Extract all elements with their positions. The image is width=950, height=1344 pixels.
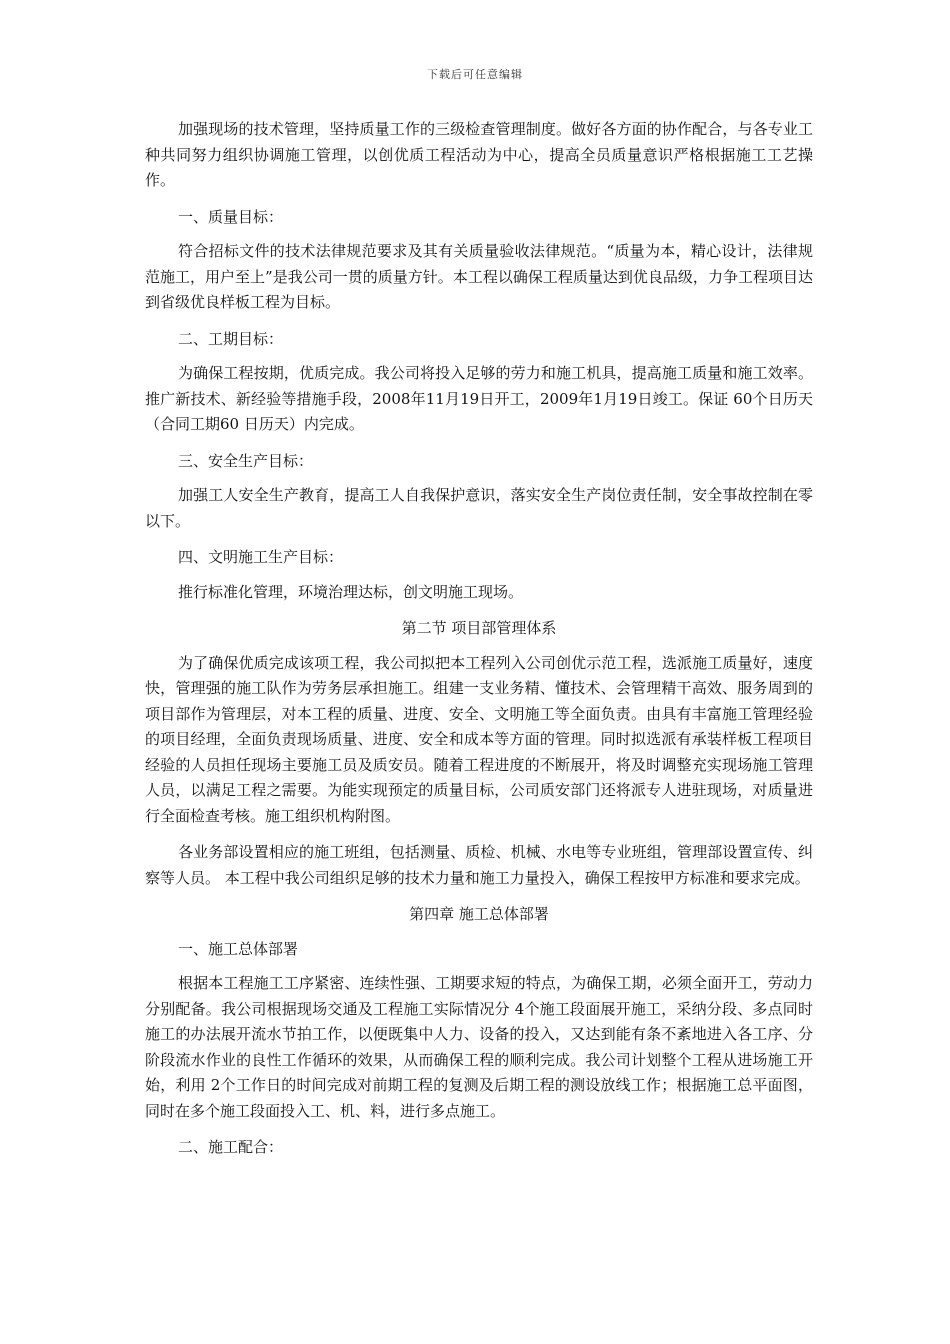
section-subheading: 三、安全生产目标： (178, 451, 314, 470)
section-subheading: 二、施工配合： (178, 1138, 284, 1156)
paragraph: 根据本工程施工工序紧密、连续性强、工期要求短的特点，为确保工期，必须全面开工，劳动力分别配备。我公司根据现场交通及工程施工实际情况分 4个施工段面展开施工，采纳分段、多点同时施工的办法展开流水节拍工作，以便既集中人力、设备的投入，又达到能有条不紊地进入各工序、分阶段流水作业的良性工作循环的效果，从而确保工程的顺利完成。我公司计划整个工程从进场施工开始，利用 2个工作日的时间完成对前期工程的复测及后期工程的测设放线工作；根据施工总平面图，同时在多个施工段面投入工、机、料，进行多点施工。 (145, 974, 813, 1120)
section-subheading: 一、施工总体部署 (178, 939, 299, 958)
paragraph: 为了确保优质完成该项工程，我公司拟把本工程列入公司创优示范工程，选派施工质量好，速度快，管理强的施工队作为劳务层承担施工。组建一支业务精、懂技术、会管理精干高效、服务周到的项目部作为管理层，对本工程的质量、进度、安全、文明施工等全面负责。由具有丰富施工管理经验的项目经理，全面负责现场质量、进度、安全和成本等方面的管理。同时拟选派有承装样板工程项目经验的人员担任现场主要施工员及质安员。随着工程进度的不断展开，将及时调整充实现场施工管理人员，以满足工程之需要。为能实现预定的质量目标，公司质安部门还将派专人进驻现场，对质量进行全面检查考核。施工组织机构附图。 (145, 653, 813, 825)
paragraph: 为确保工程按期，优质完成。我公司将投入足够的劳力和施工机具，提高施工质量和施工效率。推广新技术、新经验等措施手段，2008年11月19日开工，2009年1月19日竣工。保证 60个日历天（合同工期60 日历天）内完成。 (145, 364, 813, 433)
paragraph: 加强工人安全生产教育，提高工人自我保护意识，落实安全生产岗位责任制，安全事故控制在零以下。 (145, 486, 813, 530)
section-subheading: 一、质量目标： (178, 207, 284, 226)
paragraph: 推行标准化管理，环境治理达标，创文明施工现场。 (178, 582, 524, 601)
chapter-heading: 第四章 施工总体部署 (409, 905, 549, 923)
paragraph: 各业务部设置相应的施工班组，包括测量、质检、机械、水电等专业班组，管理部设置宣传、纠察等人员。 本工程中我公司组织足够的技术力量和施工力量投入，确保工程按甲方标准和要求完成。 (145, 843, 813, 887)
section-heading: 第二节 项目部管理体系 (401, 619, 557, 637)
page-header: 下载后可任意编辑 (427, 68, 523, 81)
paragraph: 加强现场的技术管理，坚持质量工作的三级检查管理制度。做好各方面的协作配合，与各专业工种共同努力组织协调施工管理，以创优质工程活动为中心，提高全员质量意识严格根据施工工艺操作。 (145, 120, 813, 189)
paragraph: 符合招标文件的技术法律规范要求及其有关质量验收法律规范。“质量为本，精心设计，法律规范施工，用户至上”是我公司一贯的质量方针。本工程以确保工程质量达到优良品级，力争工程项目达到省级优良样板工程为目标。 (145, 242, 813, 311)
section-subheading: 四、文明施工生产目标： (178, 548, 344, 566)
section-subheading: 二、工期目标： (178, 329, 284, 348)
document-body (145, 117, 813, 1170)
